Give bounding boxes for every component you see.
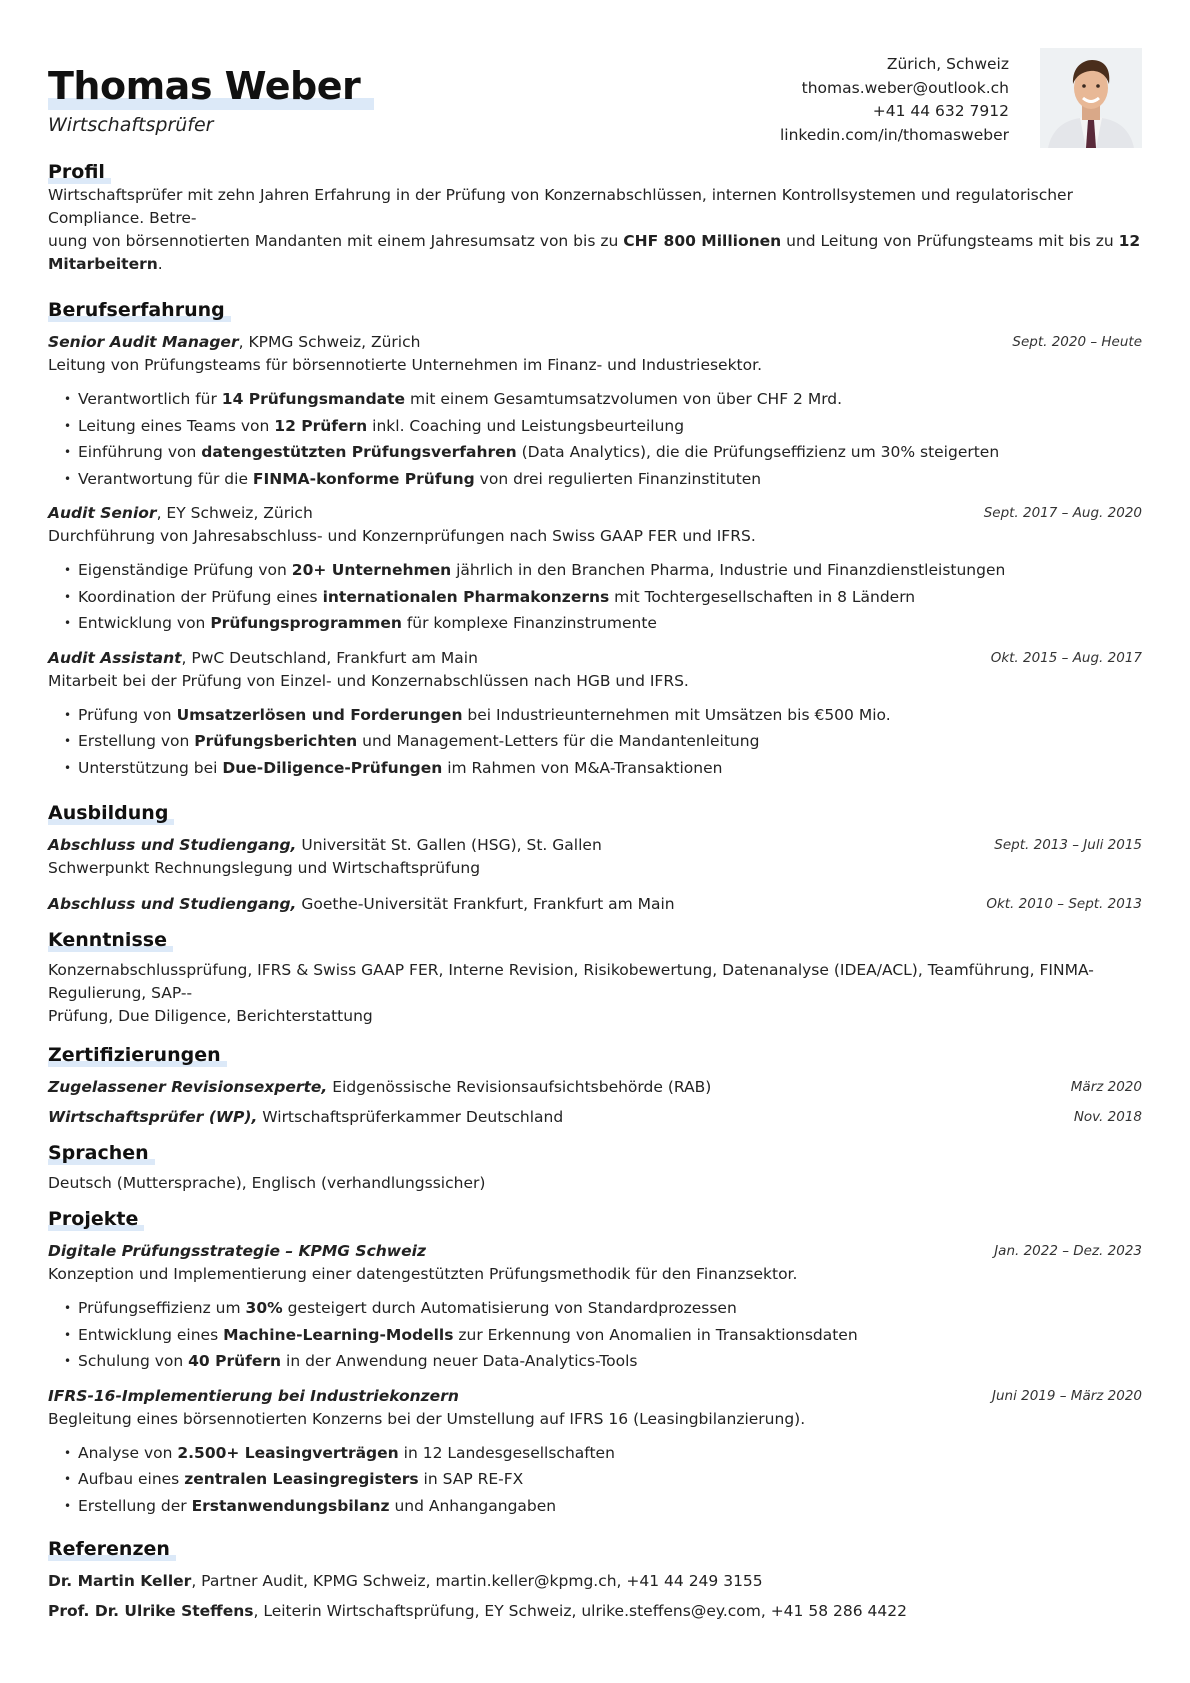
section-title-skills: Kenntnisse [48,928,173,952]
skills-text [48,959,1142,1028]
project-header [48,1240,1142,1263]
education-degree: Abschluss und Studiengang, [48,836,297,854]
certification-entry [48,1106,1142,1129]
section-title-education: Ausbildung [48,801,174,825]
education-section [48,801,1142,916]
reference-entry [48,1570,1142,1593]
project-entry [48,1240,1142,1375]
certification-date: Nov. 2018 [1073,1109,1142,1125]
education-detail: Schwerpunkt Rechnungslegung und Wirtschaftsprüfung [48,859,481,877]
job-company: , KPMG Schweiz, Zürich [238,333,421,351]
reference-detail: , Partner Audit, KPMG Schweiz, martin.keller@kpmg.ch, +41 44 249 3155 [191,1572,763,1590]
list-item: • Einführung von datengestützten Prüfungsverfahren (Data Analytics), die die Prüfungseffizienz um 30% steigerten [64,439,1142,466]
list-item: • Schulung von 40 Prüfern in der Anwendung neuer Data-Analytics-Tools [64,1348,1142,1375]
job-summary: Leitung von Prüfungsteams für börsennotierte Unternehmen im Finanz- und Industriesektor. [48,356,762,374]
job-role: Senior Audit Manager [48,333,239,351]
job-header [48,331,1142,354]
education-entry [48,893,1142,916]
job-date: Sept. 2020 – Heute [1012,334,1142,350]
list-item: • Eigenständige Prüfung von 20+ Unternehmen jährlich in den Branchen Pharma, Industrie und Finanzdienstleistungen [64,557,1142,584]
contact-email[interactable]: thomas.weber@outlook.ch [801,78,1009,97]
skills-line-2: Prüfung, Due Diligence, Berichterstattung [48,1007,373,1025]
education-header [48,893,1142,916]
list-item: • Erstellung der Erstanwendungsbilanz und Anhangangaben [64,1493,1142,1520]
education-header [48,834,1142,857]
project-date: Juni 2019 – März 2020 [991,1387,1142,1404]
certification-name: Zugelassener Revisionsexperte, [48,1078,328,1096]
project-summary: Konzeption und Implementierung einer datengestützten Prüfungsmethodik für den Finanzsektor. [48,1265,798,1283]
projects-section [48,1207,1142,1519]
project-bullets [48,1440,1142,1520]
project-date: Jan. 2022 – Dez. 2023 [994,1243,1142,1259]
list-item: • Entwicklung eines Machine-Learning-Modells zur Erkennung von Anomalien in Transaktionsdaten [64,1322,1142,1349]
project-bullets [48,1295,1142,1375]
project-title: Digitale Prüfungsstrategie – KPMG Schweiz [48,1242,426,1260]
name-block [48,62,374,136]
skills-section [48,928,1142,1028]
certification-date: März 2020 [1070,1079,1142,1095]
job-role: Audit Assistant [48,648,182,667]
education-school: Universität St. Gallen (HSG), St. Gallen [296,836,602,854]
education-date: Okt. 2010 – Sept. 2013 [986,896,1142,912]
list-item: • Erstellung von Prüfungsberichten und Management-Letters für die Mandantenleitung [64,728,1142,755]
list-item: • Verantwortlich für 14 Prüfungsmandate mit einem Gesamtumsatzvolumen von über CHF 2 Mrd. [64,386,1142,413]
contact-phone[interactable]: +41 44 632 7912 [872,102,1009,120]
references-section [48,1537,1142,1623]
profile-photo [1040,48,1142,148]
job-role: Audit Senior [48,504,157,522]
section-title-references: Referenzen [48,1537,176,1561]
job-date: Okt. 2015 – Aug. 2017 [990,649,1142,666]
section-title-experience: Berufserfahrung [48,298,231,322]
profile-text-part: und Leitung von Prüfungsteams mit bis zu [781,232,1119,250]
job-entry [48,331,1142,492]
list-item: • Verantwortung für die FINMA-konforme Prüfung von drei regulierten Finanzinstituten [64,466,1142,493]
job-company: , PwC Deutschland, Frankfurt am Main [181,648,478,667]
profile-highlight-revenue: CHF 800 Millionen [623,232,782,250]
job-bullets [48,557,1142,637]
job-bullets [48,386,1142,492]
job-summary: Mitarbeit bei der Prüfung von Einzel- und Konzernabschlüssen nach HGB und IFRS. [48,671,689,690]
project-header [48,1385,1142,1408]
project-title: IFRS-16-Implementierung bei Industriekonzern [48,1386,459,1405]
contact-location: Zürich, Schweiz [886,55,1009,73]
project-entry [48,1385,1142,1520]
profile-section [48,160,1142,276]
section-title-profile: Profil [48,160,111,184]
certification-issuer: Wirtschaftsprüferkammer Deutschland [257,1108,564,1126]
reference-name: Dr. Martin Keller [48,1572,192,1590]
job-header [48,502,1142,525]
project-summary: Begleitung eines börsennotierten Konzerns bei der Umstellung auf IFRS 16 (Leasingbilanzierung). [48,1409,806,1428]
education-entry [48,834,1142,880]
contact-block [780,53,1009,147]
list-item: • Prüfung von Umsatzerlösen und Forderungen bei Industrieunternehmen mit Umsätzen bis €500 Mio. [64,702,1142,729]
reference-entry [48,1600,1142,1623]
job-title: Wirtschaftsprüfer [48,114,214,136]
education-date: Sept. 2013 – Juli 2015 [994,837,1142,853]
list-item: • Entwicklung von Prüfungsprogrammen für komplexe Finanzinstrumente [64,610,1142,637]
education-degree: Abschluss und Studiengang, [48,895,297,913]
languages-text: Deutsch (Muttersprache), Englisch (verhandlungssicher) [48,1174,486,1192]
certification-issuer: Eidgenössische Revisionsaufsichtsbehörde (RAB) [327,1078,712,1096]
resume-header [48,0,1142,160]
list-item: • Aufbau eines zentralen Leasingregisters in SAP RE-FX [64,1466,1142,1493]
reference-detail: , Leiterin Wirtschaftsprüfung, EY Schweiz, ulrike.steffens@ey.com, +41 58 286 4422 [253,1602,907,1620]
portrait-icon [1040,48,1142,148]
list-item: • Koordination der Prüfung eines internationalen Pharmakonzerns mit Tochtergesellschaften in 8 Ländern [64,584,1142,611]
list-item: • Prüfungseffizienz um 30% gesteigert durch Automatisierung von Standardprozessen [64,1295,1142,1322]
list-item: • Unterstützung bei Due-Diligence-Prüfungen im Rahmen von M&A-Transaktionen [64,755,1142,782]
job-bullets [48,702,1142,782]
certifications-section [48,1043,1142,1129]
list-item: • Analyse von 2.500+ Leasingverträgen in 12 Landesgesellschaften [64,1440,1142,1467]
job-header [48,647,1142,670]
profile-text-part: . [157,255,163,273]
job-company: , EY Schweiz, Zürich [156,504,313,522]
profile-text-part: uung von börsennotierten Mandanten mit einem Jahresumsatz von bis zu [48,232,624,250]
experience-section [48,298,1142,781]
certification-entry [48,1076,1142,1099]
job-summary: Durchführung von Jahresabschluss- und Konzernprüfungen nach Swiss GAAP FER und IFRS. [48,527,756,545]
reference-name: Prof. Dr. Ulrike Steffens [48,1602,254,1620]
job-entry [48,647,1142,782]
job-date: Sept. 2017 – Aug. 2020 [983,505,1142,521]
profile-text [48,184,1142,276]
job-entry [48,502,1142,637]
certification-name: Wirtschaftsprüfer (WP), [48,1108,258,1126]
skills-line-1: Konzernabschlussprüfung, IFRS & Swiss GAAP FER, Interne Revision, Risikobewertung, Datenanalyse (IDEA/ACL), Teamführung, FINMA-Regulierung, SAP-- [48,961,1094,1002]
contact-linkedin[interactable]: linkedin.com/in/thomasweber [780,125,1009,144]
education-school: Goethe-Universität Frankfurt, Frankfurt am Main [296,895,675,913]
section-title-certifications: Zertifizierungen [48,1043,227,1067]
person-name: Thomas Weber [48,62,374,110]
list-item: • Leitung eines Teams von 12 Prüfern inkl. Coaching und Leistungsbeurteilung [64,413,1142,440]
section-title-projects: Projekte [48,1207,144,1231]
section-title-languages: Sprachen [48,1141,155,1165]
profile-highlight-team: 12 Mitarbeitern [48,232,1141,273]
profile-line-1: Wirtschaftsprüfer mit zehn Jahren Erfahrung in der Prüfung von Konzernabschlüssen, internen Kontrollsystemen und regulatorischer Compliance. Betre- [48,186,1073,227]
languages-section [48,1141,1142,1195]
